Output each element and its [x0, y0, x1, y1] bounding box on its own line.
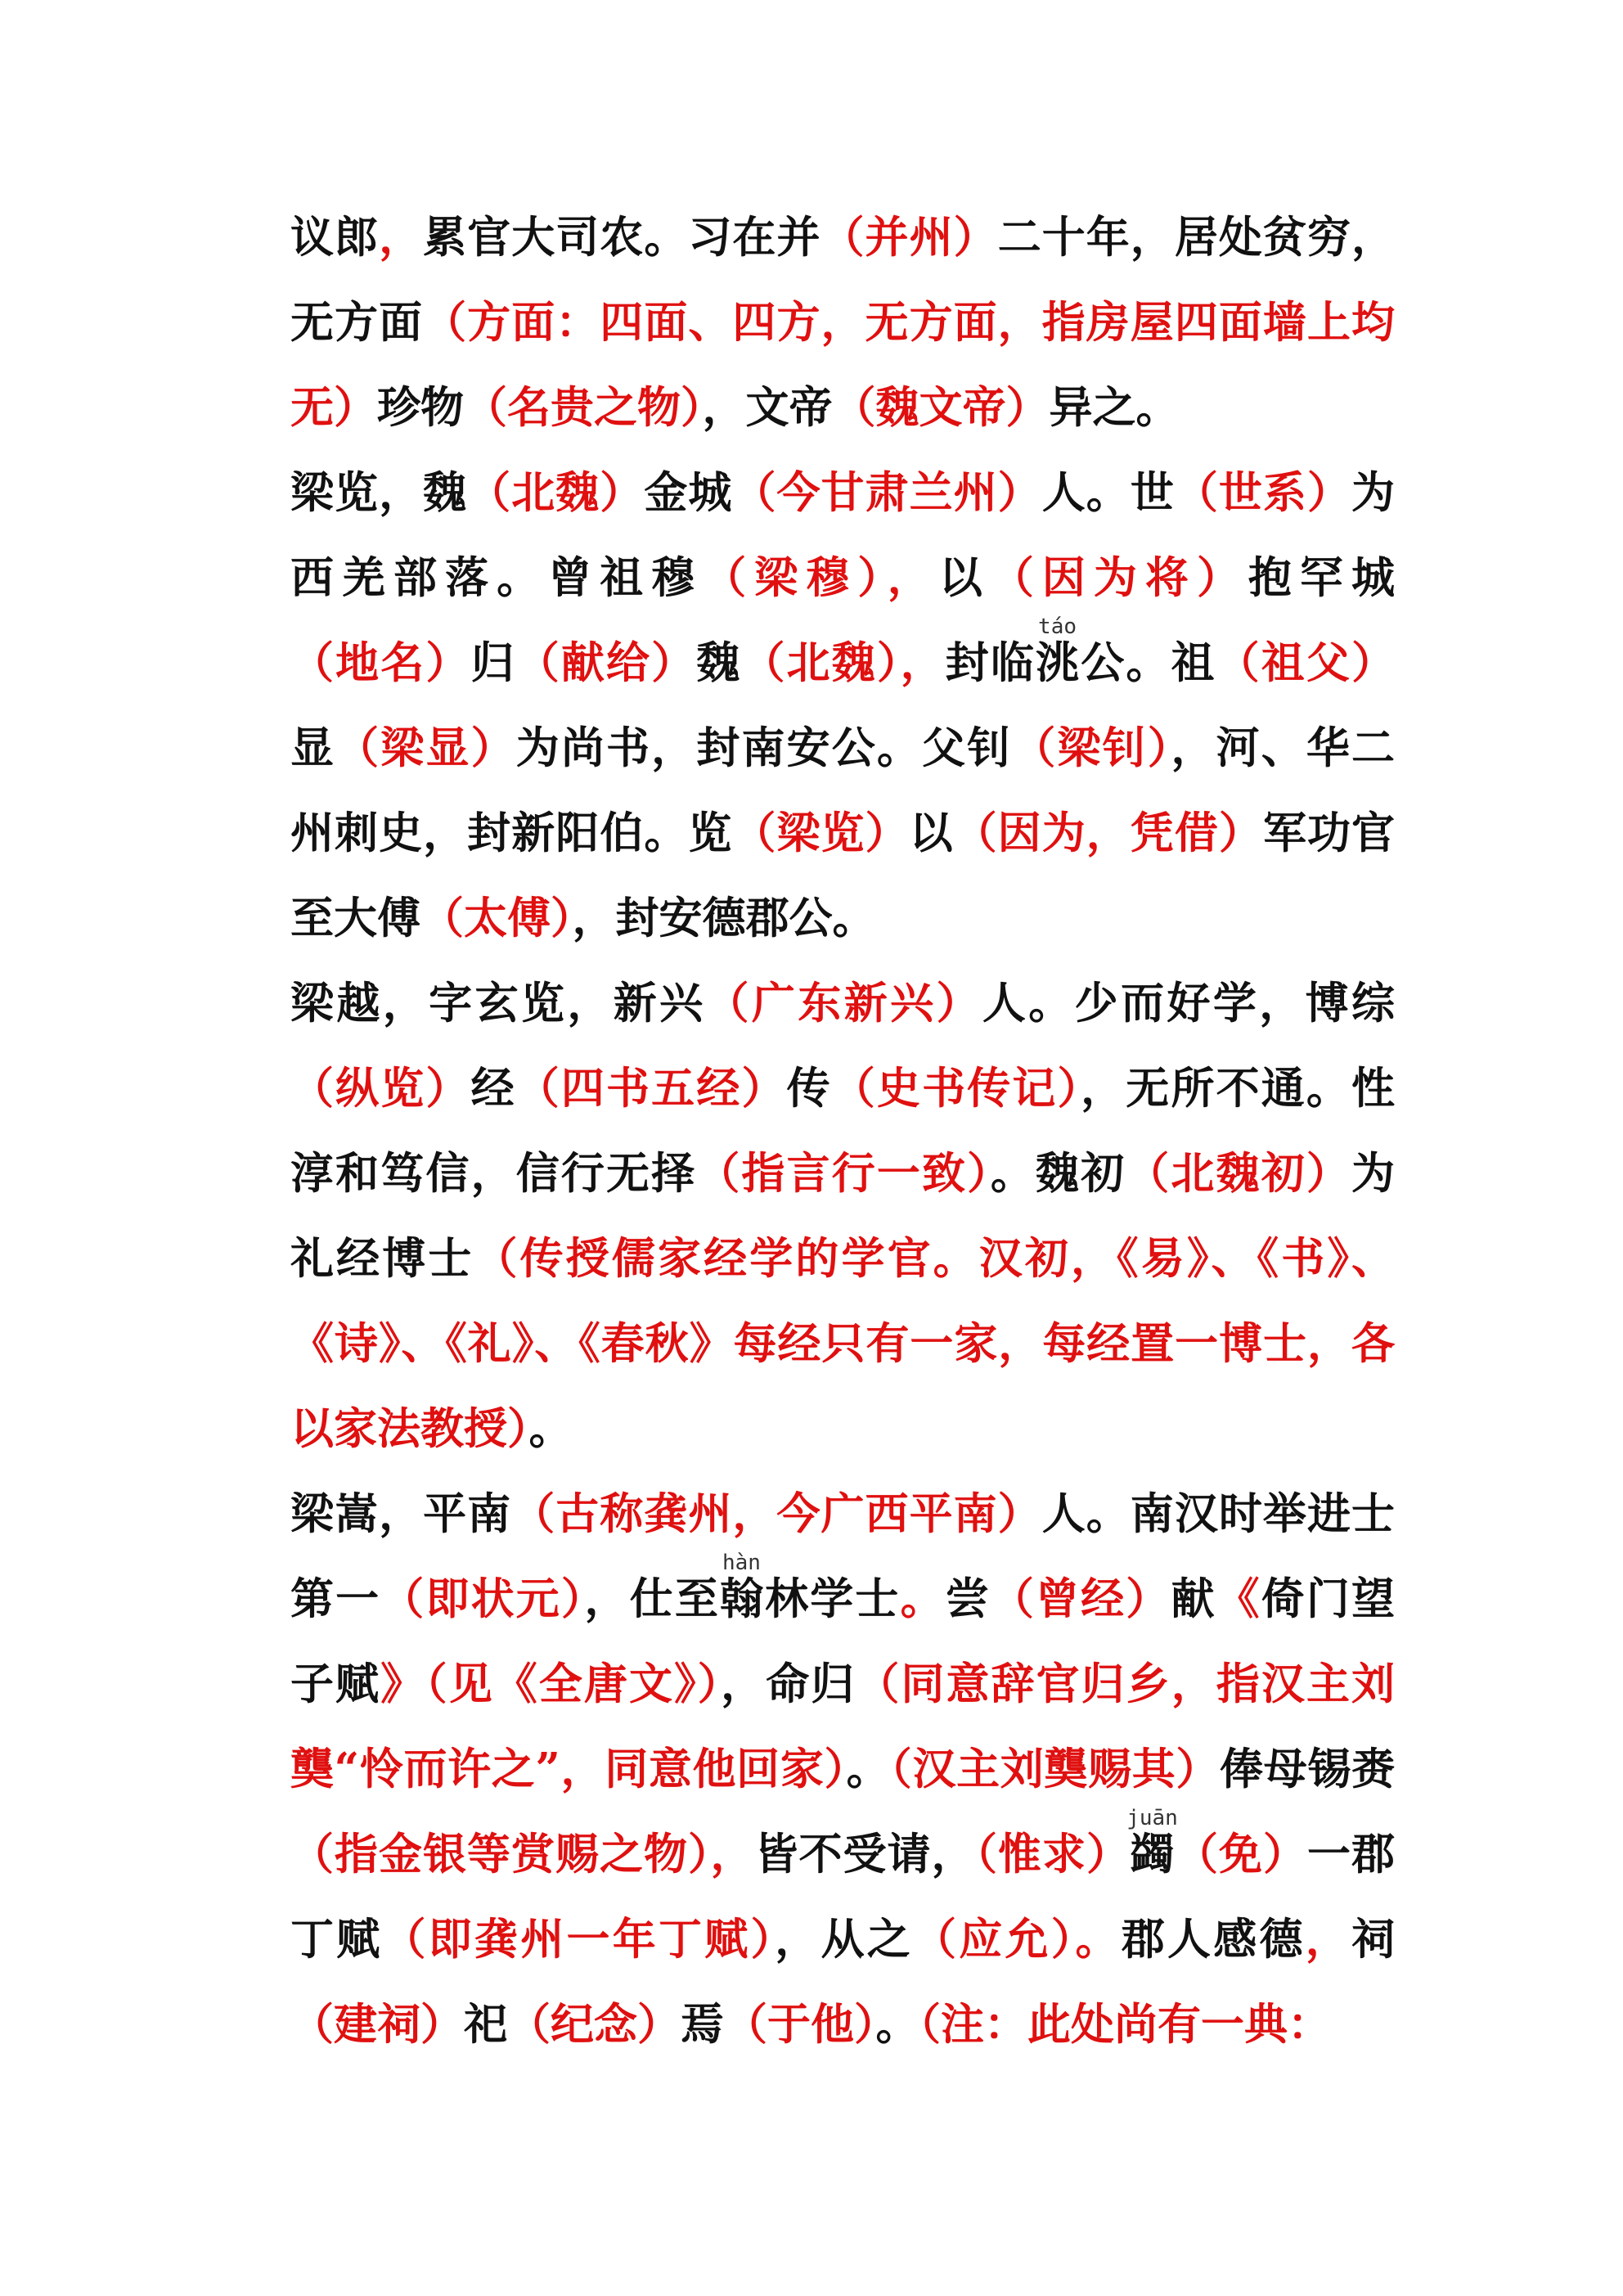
- body-text: ，从之: [775, 1914, 913, 1965]
- ruby-base: 蠲: [1126, 1829, 1178, 1880]
- ruby-annotated-char: [1036, 615, 1081, 688]
- body-text: 梁嵩，平南: [290, 1488, 512, 1539]
- annotation-text: （传授儒家经学的学官。汉初，《易》、《书》、《诗》、《礼》、《春秋》每经只有一家，每经置一博士，各以家法教授）: [290, 1233, 1396, 1454]
- annotation-text: （注：此处尚有一典：: [919, 1999, 1331, 2050]
- body-text: 以: [938, 552, 991, 603]
- annotation-text: （曾经）: [990, 1573, 1171, 1624]
- annotation-text: （并州）: [820, 212, 998, 263]
- annotation-text: （名贵之物）: [464, 382, 703, 433]
- body-text: ，仕至: [584, 1573, 720, 1624]
- body-text: 皆不受请，: [754, 1829, 976, 1880]
- annotation-text: （广东新兴）: [705, 978, 982, 1029]
- annotation-text: （地名）: [290, 637, 471, 688]
- body-text: 传: [786, 1063, 832, 1114]
- paragraph-xi: [290, 195, 1395, 450]
- body-text: 金城: [644, 467, 733, 518]
- annotation-text: （魏文帝）: [832, 382, 1050, 433]
- body-text: ，河、华二州刺史，封新阳伯。览: [290, 723, 1396, 858]
- body-text: 。魏初: [990, 1148, 1126, 1199]
- ruby-annotated-char: [1126, 1806, 1178, 1880]
- annotation-text: （应允）。: [913, 1914, 1122, 1965]
- body-text: 以: [909, 808, 954, 858]
- annotation-text: （于他）: [724, 1999, 876, 2050]
- body-text: 人。世: [1041, 467, 1175, 518]
- annotation-text: （今甘肃兰州）: [732, 467, 1042, 518]
- annotation-text: （梁显）: [335, 723, 516, 773]
- body-text: 梁览，魏: [290, 467, 468, 518]
- body-text: 公。祖: [1081, 637, 1216, 688]
- annotation-text: （因为将）: [990, 552, 1248, 603]
- ruby-base: 洮: [1036, 637, 1081, 688]
- body-text: 俸母锡赉: [1220, 1744, 1396, 1794]
- body-text: ，封安德郡公。: [572, 893, 876, 943]
- annotation-text: （祖父）: [1216, 637, 1396, 688]
- annotation-text: （献给）: [515, 637, 697, 688]
- annotation-text: （北魏初）: [1126, 1148, 1352, 1199]
- body-text: 珍物: [377, 382, 464, 433]
- body-text: 倚门望子赋: [290, 1573, 1396, 1709]
- annotation-text: （北魏），: [741, 637, 946, 688]
- annotation-text: 》（见《全唐文》）: [380, 1659, 722, 1709]
- body-text: ，命归: [721, 1659, 856, 1709]
- body-text: 归: [470, 637, 516, 688]
- body-text: 显: [290, 723, 336, 773]
- ruby-annotated-char: [719, 1551, 766, 1624]
- annotation-text: （世系）: [1174, 467, 1352, 518]
- annotation-text: （四书五经）: [515, 1063, 787, 1114]
- annotation-text: （指金银等赏赐之物），: [290, 1829, 755, 1880]
- annotation-text: （方面：四面、四方，无方面，指房屋四面墙上均无）: [290, 297, 1395, 433]
- annotation-text: （太傅）: [420, 893, 573, 943]
- annotation-text: ，: [379, 212, 424, 263]
- body-text: 人。南汉时举进士第一: [290, 1488, 1396, 1624]
- body-text: 魏: [696, 637, 742, 688]
- body-text: 焉: [681, 1999, 724, 2050]
- annotation-text: （古称龚州，今广西平南）: [511, 1488, 1042, 1539]
- body-text: 累官大司农。习在并: [423, 212, 821, 263]
- annotation-text: （梁穆），: [703, 552, 939, 603]
- paragraph-liang-lan: [290, 450, 1395, 961]
- body-text: 抱罕城: [1248, 552, 1396, 603]
- document-page: [290, 195, 1395, 2067]
- body-text: 二十年，居处贫穷，无方面: [290, 212, 1396, 348]
- body-text: 军功官至大傅: [290, 808, 1396, 943]
- body-text: 郡人感德: [1121, 1914, 1306, 1965]
- body-text: 梁越，字玄览，新兴: [290, 978, 706, 1029]
- body-text: 为西羌部落。曾祖穆: [290, 467, 1396, 603]
- annotation-text: （指言行一致）: [696, 1148, 991, 1199]
- body-text: 为礼经博士: [290, 1148, 1396, 1284]
- ruby-base: 翰: [719, 1573, 766, 1624]
- body-text: 祠: [1351, 1914, 1395, 1965]
- paragraph-liang-yue: [290, 961, 1395, 1471]
- body-text: 献: [1171, 1573, 1216, 1624]
- annotation-text: （北魏）: [467, 467, 645, 518]
- pinyin-annotation: juān: [1126, 1806, 1178, 1830]
- pinyin-annotation: hàn: [719, 1551, 763, 1575]
- pinyin-annotation: táo: [1036, 615, 1080, 639]
- body-text: 经: [470, 1063, 516, 1114]
- annotation-text: （惟求）: [975, 1829, 1131, 1880]
- body-text: 。: [528, 1403, 573, 1454]
- annotation-text: （纪念）: [507, 1999, 681, 2050]
- body-text: 。: [875, 1999, 919, 2050]
- annotation-text: （汉主刘龑赐其）: [890, 1744, 1221, 1794]
- annotation-text: 《: [1216, 1573, 1261, 1624]
- paragraph-liang-song: [290, 1471, 1395, 2067]
- annotation-text: （建祠）: [290, 1999, 464, 2050]
- body-text: 封临: [945, 637, 1036, 688]
- body-text: 人。少而好学，博综: [982, 978, 1396, 1029]
- body-text: 异之。: [1049, 382, 1180, 433]
- body-text: 林学士: [765, 1573, 901, 1624]
- annotation-text: （免）: [1174, 1829, 1307, 1880]
- body-text: 一郡丁赋: [290, 1829, 1395, 1965]
- body-text: ，文帝: [702, 382, 833, 433]
- annotation-text: （即龚州一年丁赋）: [382, 1914, 776, 1965]
- body-text: ，无所不通。性淳和笃信，信行无择: [290, 1063, 1396, 1199]
- body-text: 祀: [464, 1999, 507, 2050]
- annotation-text: （即状元）: [380, 1573, 585, 1624]
- body-text: 。: [846, 1744, 891, 1794]
- body-text: 尝: [945, 1573, 991, 1624]
- annotation-text: （史书传记）: [831, 1063, 1081, 1114]
- annotation-text: ，: [1305, 1914, 1351, 1965]
- annotation-text: （因为，凭借）: [953, 808, 1263, 858]
- annotation-text: （梁钊）: [1012, 723, 1171, 773]
- body-text: 为尚书，封南安公。父钊: [515, 723, 1013, 773]
- annotation-text: （梁览）: [732, 808, 910, 858]
- annotation-text: （同意辞官归乡，指汉主刘龑“怜而许之”，同意他回家）: [290, 1659, 1396, 1794]
- annotation-text: 。: [900, 1573, 946, 1624]
- annotation-text: （纵览）: [290, 1063, 471, 1114]
- body-text: 议郎: [290, 212, 380, 263]
